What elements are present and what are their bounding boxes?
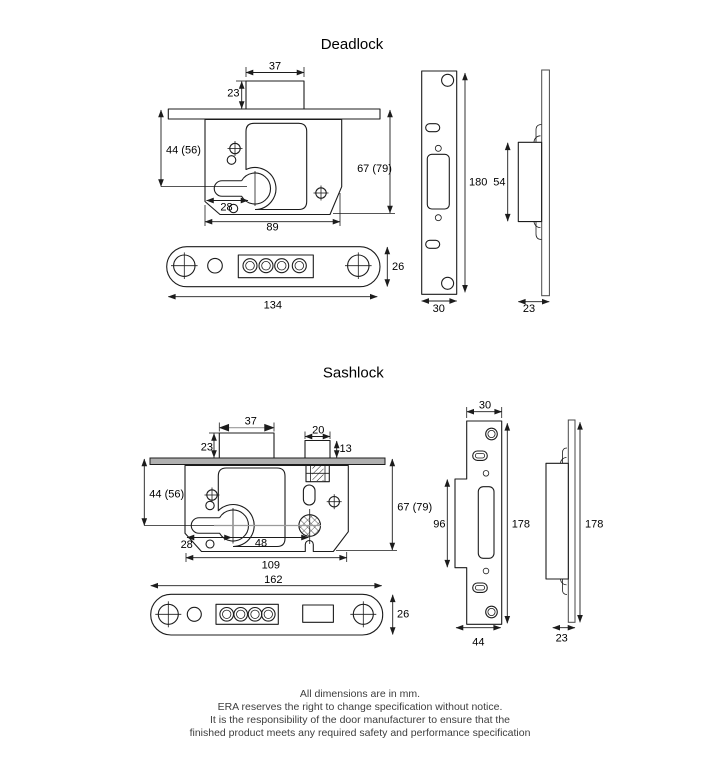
dim-sashlock-faceplate-length bbox=[151, 574, 382, 586]
dim-label: 178 bbox=[511, 518, 531, 531]
deadlock-side-view bbox=[493, 70, 549, 315]
sashlock-strike-plate-view bbox=[433, 399, 530, 648]
dim-sashlock-strike-width-bottom bbox=[456, 628, 501, 649]
deadlock-strike-plate-view bbox=[422, 71, 488, 315]
footer-line-1: All dimensions are in mm. bbox=[299, 688, 421, 700]
dim-sashlock-strike-length bbox=[507, 423, 530, 623]
dim-label: 23 bbox=[522, 303, 536, 315]
dim-label: 23 bbox=[227, 87, 240, 100]
dim-label: 30 bbox=[432, 303, 445, 315]
dim-deadlock-faceplate-length bbox=[168, 297, 377, 312]
deadlock-section bbox=[161, 36, 549, 315]
sashlock-deadbolt bbox=[219, 433, 274, 458]
dim-label: 30 bbox=[478, 399, 492, 412]
dim-sashlock-strike-box-height bbox=[433, 480, 447, 568]
dim-label: 26 bbox=[392, 261, 405, 273]
dim-label: 89 bbox=[266, 221, 279, 234]
sashlock-side-forend bbox=[568, 420, 575, 622]
dim-deadlock-side-case-height bbox=[493, 143, 507, 221]
sashlock-faceplate bbox=[151, 594, 383, 635]
dim-deadlock-bolt-width bbox=[246, 61, 304, 78]
dim-label: 67 (79) bbox=[357, 163, 392, 175]
dim-label: 162 bbox=[264, 574, 283, 586]
dim-sashlock-latch-width bbox=[305, 425, 330, 440]
dim-deadlock-case-height bbox=[333, 110, 395, 214]
sashlock-section bbox=[144, 365, 603, 649]
sashlock-side-view bbox=[546, 420, 603, 645]
footer-line-2: ERA reserves the right to change specification without notice. bbox=[217, 701, 503, 713]
sashlock-case-front-view bbox=[144, 416, 432, 572]
footer-line-3: It is the responsibility of the door manufacturer to ensure that the bbox=[210, 714, 510, 726]
deadlock-title: Deadlock bbox=[320, 36, 384, 53]
dim-deadlock-strike-width bbox=[422, 301, 457, 315]
sashlock-side-case bbox=[546, 463, 568, 579]
dim-label: 37 bbox=[268, 60, 282, 73]
dim-label: 178 bbox=[585, 518, 604, 531]
sashlock-latchbolt bbox=[305, 441, 330, 459]
dim-deadlock-bolt-height bbox=[227, 81, 246, 109]
dim-label: 96 bbox=[433, 518, 446, 531]
deadlock-side-case bbox=[518, 142, 541, 221]
dim-label: 134 bbox=[263, 299, 282, 312]
dim-label: 26 bbox=[397, 608, 410, 621]
sashlock-side-clip-top bbox=[561, 448, 568, 463]
dim-sashlock-strike-width-top bbox=[467, 399, 502, 418]
dim-deadlock-faceplate-width bbox=[387, 247, 404, 287]
dim-deadlock-strike-length bbox=[465, 73, 487, 292]
dim-sashlock-case-length bbox=[186, 552, 347, 571]
dim-sashlock-bolt-width bbox=[219, 416, 274, 432]
dim-label: 28 bbox=[220, 201, 233, 214]
footer-disclaimer bbox=[190, 688, 531, 739]
dim-sashlock-bolt-height bbox=[201, 433, 220, 458]
dim-sashlock-side-length bbox=[580, 422, 603, 622]
sashlock-forend-edge bbox=[150, 458, 385, 465]
dim-label: 67 (79) bbox=[397, 501, 433, 514]
dim-label: 44 (56) bbox=[149, 488, 185, 501]
dim-label: 20 bbox=[312, 424, 325, 437]
dim-deadlock-side-thickness bbox=[518, 302, 549, 315]
dim-label: 180 bbox=[469, 176, 488, 189]
deadlock-forend-edge bbox=[168, 109, 380, 119]
dim-sashlock-faceplate-width bbox=[393, 595, 410, 635]
dim-sashlock-side-thickness bbox=[553, 628, 575, 645]
sashlock-faceplate-view bbox=[151, 574, 410, 635]
dim-label: 23 bbox=[200, 441, 213, 454]
sashlock-title: Sashlock bbox=[322, 364, 384, 382]
deadlock-faceplate-view bbox=[167, 247, 405, 312]
deadlock-side-clip-bottom bbox=[534, 222, 542, 240]
dim-label: 23 bbox=[555, 632, 568, 645]
sashlock-side-clip-bottom bbox=[561, 579, 568, 595]
dim-label: 37 bbox=[244, 415, 257, 428]
dim-sashlock-case-height bbox=[336, 459, 432, 551]
deadlock-case-front-view bbox=[161, 61, 395, 234]
dim-sashlock-latch-height bbox=[337, 441, 352, 458]
dim-label: 13 bbox=[339, 443, 352, 455]
dim-label: 48 bbox=[254, 537, 268, 550]
dim-label: 44 bbox=[472, 636, 485, 649]
dim-label: 54 bbox=[493, 176, 506, 189]
deadlock-side-forend bbox=[542, 70, 550, 296]
dim-label: 44 (56) bbox=[166, 144, 201, 157]
deadlock-bolt bbox=[246, 81, 304, 109]
deadlock-side-clip-top bbox=[534, 125, 542, 143]
footer-line-4: finished product meets any required safety and performance specification bbox=[189, 727, 531, 739]
dim-label: 28 bbox=[180, 539, 193, 551]
dim-label: 109 bbox=[261, 559, 280, 572]
